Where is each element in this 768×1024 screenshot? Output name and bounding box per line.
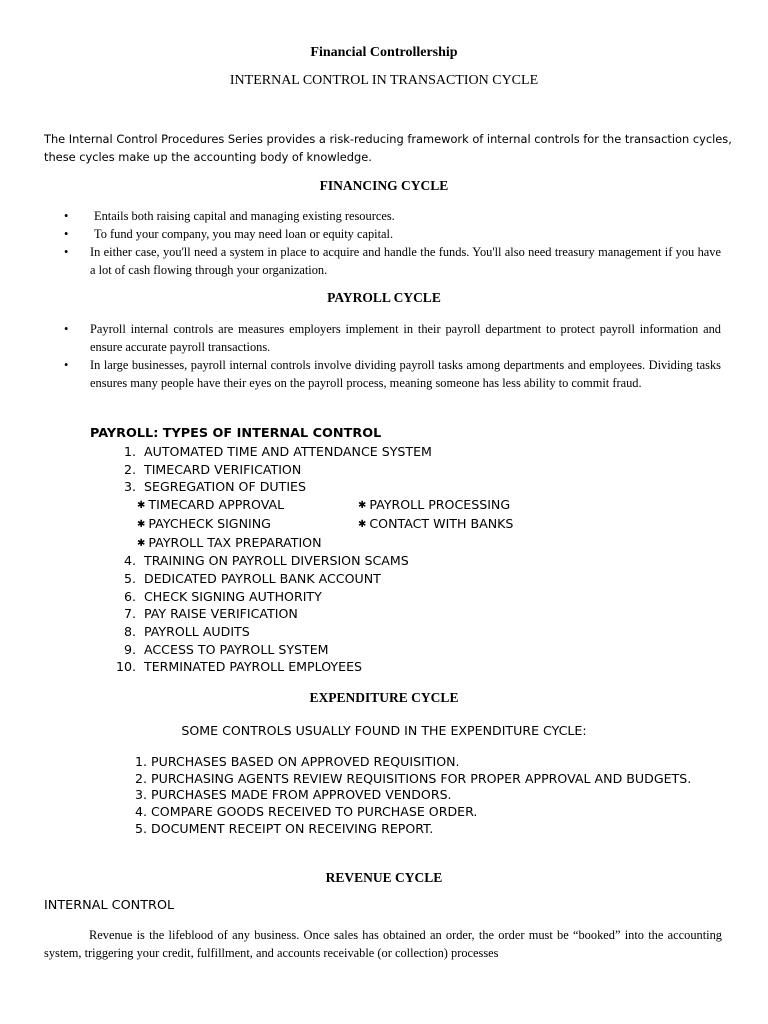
list-item: 4. TRAINING ON PAYROLL DIVERSION SCAMS xyxy=(123,553,409,569)
expenditure-list xyxy=(135,754,691,838)
revenue-subheading: INTERNAL CONTROL xyxy=(44,898,175,913)
revenue-paragraph: Revenue is the lifeblood of any business. Once sales has obtained an order, the order must be “booked” into the accounting system, triggering your credit, fulfillment, and accounts receivable (or collection) processes xyxy=(44,928,722,960)
list-item: 2. PURCHASING AGENTS REVIEW REQUISITIONS FOR PROPER APPROVAL AND BUDGETS. xyxy=(135,770,692,786)
list-item: 7. PAY RAISE VERIFICATION xyxy=(123,606,298,622)
list-item: 8. PAYROLL AUDITS xyxy=(123,624,250,640)
list-item: 5. DEDICATED PAYROLL BANK ACCOUNT xyxy=(123,570,381,586)
list-item: 1. AUTOMATED TIME AND ATTENDANCE SYSTEM xyxy=(123,444,432,459)
list-item: • To fund your company, you may need loan or equity capital. xyxy=(64,227,394,241)
segregation-row xyxy=(110,534,579,553)
segregation-row xyxy=(110,496,579,515)
revenue-heading: REVENUE CYCLE xyxy=(325,870,443,885)
expenditure-heading: EXPENDITURE CYCLE xyxy=(309,690,459,705)
list-item: 3. SEGREGATION OF DUTIES xyxy=(123,479,306,495)
list-item: 2. TIMECARD VERIFICATION xyxy=(123,461,302,477)
segregation-item: ✱ PAYCHECK SIGNING xyxy=(137,515,271,531)
bullet-icon: • xyxy=(64,245,69,259)
expenditure-subheading: SOME CONTROLS USUALLY FOUND IN THE EXPENDITURE CYCLE: xyxy=(181,723,587,738)
list-item: • Entails both raising capital and managing existing resources. xyxy=(64,209,395,223)
segregation-item: ✱ CONTACT WITH BANKS xyxy=(358,515,514,531)
bullet-icon: • xyxy=(64,322,69,336)
list-item: 9. ACCESS TO PAYROLL SYSTEM xyxy=(123,641,329,657)
payroll-controls-list xyxy=(110,443,579,676)
list-item: 10. TERMINATED PAYROLL EMPLOYEES xyxy=(115,659,363,675)
financing-bullets xyxy=(64,207,721,279)
list-item: 4. COMPARE GOODS RECEIVED TO PURCHASE ORDER. xyxy=(135,804,478,820)
financing-heading: FINANCING CYCLE xyxy=(319,178,449,193)
list-item: • Payroll internal controls are measures employers implement in their payroll department to protect payroll information and ensure accurate payroll transactions. xyxy=(64,322,721,354)
list-item: 5. DOCUMENT RECEIPT ON RECEIVING REPORT. xyxy=(135,820,434,836)
document-title: Financial Controllership xyxy=(310,45,458,60)
bullet-icon: ✱ xyxy=(137,500,146,512)
bullet-icon: • xyxy=(64,209,69,223)
segregation-item: ✱ PAYROLL PROCESSING xyxy=(358,497,511,513)
payroll-bullets xyxy=(64,320,721,392)
list-item: 1. PURCHASES BASED ON APPROVED REQUISITION. xyxy=(135,754,460,769)
bullet-icon: • xyxy=(64,227,69,241)
segregation-row xyxy=(110,515,579,534)
bullet-icon: ✱ xyxy=(137,537,146,549)
segregation-item: ✱ TIMECARD APPROVAL xyxy=(137,497,285,513)
segregation-item: ✱ PAYROLL TAX PREPARATION xyxy=(137,534,322,550)
list-item: • In large businesses, payroll internal controls involve dividing payroll tasks among departments and employees. Dividing tasks ensures many people have their eyes on the payroll process, meaning someone has less ability to commit fraud. xyxy=(64,358,721,390)
bullet-icon: • xyxy=(64,358,69,372)
list-item: 3. PURCHASES MADE FROM APPROVED VENDORS. xyxy=(135,787,452,803)
document-subtitle: INTERNAL CONTROL IN TRANSACTION CYCLE xyxy=(229,73,539,88)
list-item: • In either case, you'll need a system in place to acquire and handle the funds. You'll also need treasury management if you have a lot of cash flowing through your organization. xyxy=(64,245,721,277)
list-item: 6. CHECK SIGNING AUTHORITY xyxy=(123,588,322,604)
payroll-types-heading: PAYROLL: TYPES OF INTERNAL CONTROL xyxy=(90,426,382,441)
intro-paragraph: The Internal Control Procedures Series provides a risk-reducing framework of internal controls for the transaction cycles, these cycles make up the accounting body of knowledge. xyxy=(44,132,732,164)
bullet-icon: ✱ xyxy=(358,518,367,530)
bullet-icon: ✱ xyxy=(137,518,146,530)
payroll-heading: PAYROLL CYCLE xyxy=(327,290,441,305)
bullet-icon: ✱ xyxy=(358,500,367,512)
